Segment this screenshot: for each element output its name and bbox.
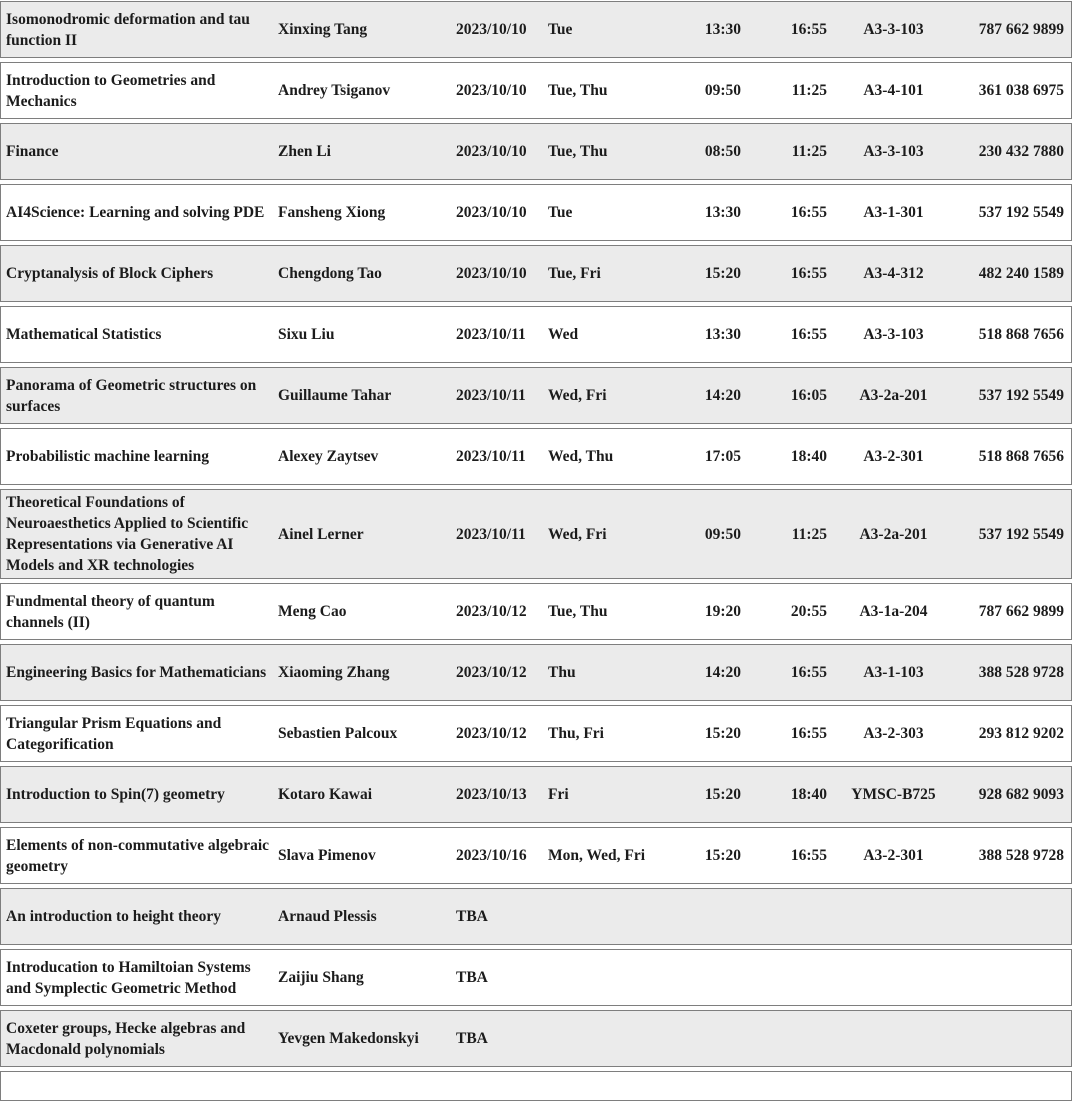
course-title-cell: Theoretical Foundations of Neuroaesthetics Applied to Scientific Representations via Generative AI Models and XR technologies <box>6 494 249 574</box>
start-date-cell: 2023/10/11 <box>456 326 526 343</box>
room-cell: A3-4-312 <box>863 265 924 282</box>
start-date-cell: TBA <box>456 908 488 925</box>
course-title-cell: Introducation to Hamiltoian Systems and Symplectic Geometric Method <box>6 958 251 997</box>
weekdays-cell: Wed, Fri <box>548 525 607 543</box>
meeting-id-cell: 293 812 9202 <box>978 725 1064 742</box>
start-time-cell: 14:20 <box>704 664 741 681</box>
room-cell: A3-2a-201 <box>859 525 928 543</box>
course-title-cell: Panorama of Geometric structures on surfaces <box>6 376 257 415</box>
start-date-cell: TBA <box>456 969 488 986</box>
room-cell <box>831 915 956 919</box>
start-time-cell: 15:20 <box>704 847 741 864</box>
meeting-id-cell: 388 528 9728 <box>978 664 1064 681</box>
room-cell: YMSC-B725 <box>851 786 936 803</box>
start-date-cell: 2023/10/10 <box>456 143 527 160</box>
course-title-cell: Coxeter groups, Hecke algebras and Macdonald polynomials <box>6 1019 246 1058</box>
instructor-cell: Xinxing Tang <box>278 21 368 38</box>
end-time-cell: 16:55 <box>790 204 827 221</box>
meeting-id-cell: 482 240 1589 <box>978 265 1064 282</box>
meeting-id-cell: 361 038 6975 <box>978 82 1064 99</box>
course-title-cell: Finance <box>6 143 59 160</box>
start-date-cell: 2023/10/10 <box>456 21 527 38</box>
start-time-cell <box>696 976 746 980</box>
table-row <box>0 306 1072 363</box>
meeting-id-cell: 388 528 9728 <box>978 847 1064 864</box>
room-cell: A3-1-301 <box>863 204 924 221</box>
meeting-id-cell: 787 662 9899 <box>978 603 1064 620</box>
start-time-cell: 15:20 <box>704 786 741 803</box>
instructor-cell: Sixu Liu <box>278 326 335 343</box>
room-cell: A3-3-103 <box>863 326 924 343</box>
start-date-cell: 2023/10/16 <box>456 847 527 864</box>
meeting-id-cell: 787 662 9899 <box>978 21 1064 38</box>
start-time-cell: 09:50 <box>704 525 741 543</box>
meeting-id-cell: 537 192 5549 <box>978 525 1064 543</box>
instructor-cell: Sebastien Palcoux <box>278 725 398 742</box>
table-row <box>0 1 1072 58</box>
start-time-cell: 15:20 <box>704 265 741 282</box>
instructor-cell: Alexey Zaytsev <box>278 448 379 465</box>
start-date-cell: 2023/10/10 <box>456 82 527 99</box>
instructor-cell: Arnaud Plessis <box>278 908 377 925</box>
course-title-cell: Isomonodromic deformation and tau function II <box>6 10 250 49</box>
table-row <box>0 949 1072 1006</box>
start-date-cell: 2023/10/13 <box>456 786 527 803</box>
weekdays-cell: Tue, Thu <box>548 82 608 99</box>
table-row <box>0 428 1072 485</box>
start-time-cell: 13:30 <box>704 21 741 38</box>
meeting-id-cell: 518 868 7656 <box>978 326 1064 343</box>
weekdays-cell: Wed <box>548 326 579 343</box>
course-title-cell: AI4Science: Learning and solving PDE <box>6 204 265 221</box>
start-date-cell: 2023/10/11 <box>456 448 526 465</box>
room-cell: A3-1a-204 <box>859 603 928 620</box>
course-title-cell: Elements of non-commutative algebraic geometry <box>6 836 270 875</box>
table-row <box>0 766 1072 823</box>
end-time-cell: 18:40 <box>790 448 827 465</box>
weekdays-cell <box>541 915 696 919</box>
end-time-cell: 11:25 <box>791 525 827 543</box>
room-cell: A3-2-303 <box>863 725 924 742</box>
meeting-id-cell <box>956 976 1072 980</box>
weekdays-cell: Thu, Fri <box>548 725 604 742</box>
course-title-cell: Introduction to Geometries and Mechanics <box>6 71 216 110</box>
weekdays-cell <box>541 976 696 980</box>
room-cell <box>831 1037 956 1041</box>
table-row <box>0 583 1072 640</box>
instructor-cell: Andrey Tsiganov <box>278 82 391 99</box>
room-cell: A3-2-301 <box>863 448 924 465</box>
weekdays-cell: Tue <box>548 21 573 38</box>
table-row <box>0 123 1072 180</box>
start-date-cell: 2023/10/11 <box>456 525 526 543</box>
weekdays-cell <box>541 1037 696 1041</box>
course-title-cell: Mathematical Statistics <box>6 326 162 343</box>
end-time-cell <box>746 976 831 980</box>
start-date-cell: 2023/10/11 <box>456 387 526 404</box>
course-title-cell: Engineering Basics for Mathematicians <box>6 664 267 681</box>
room-cell: A3-2a-201 <box>859 387 928 404</box>
end-time-cell <box>746 1037 831 1041</box>
weekdays-cell: Tue, Thu <box>548 143 608 160</box>
start-time-cell: 14:20 <box>704 387 741 404</box>
end-time-cell: 16:55 <box>790 664 827 681</box>
meeting-id-cell <box>956 1037 1072 1041</box>
end-time-cell: 16:55 <box>790 326 827 343</box>
instructor-cell: Yevgen Makedonskyi <box>278 1030 419 1047</box>
weekdays-cell: Mon, Wed, Fri <box>548 847 646 864</box>
table-row <box>0 705 1072 762</box>
meeting-id-cell: 537 192 5549 <box>978 204 1064 221</box>
start-date-cell: 2023/10/12 <box>456 725 527 742</box>
end-time-cell: 16:55 <box>790 265 827 282</box>
weekdays-cell: Wed, Thu <box>548 448 614 465</box>
start-time-cell: 13:30 <box>704 204 741 221</box>
start-time-cell: 15:20 <box>704 725 741 742</box>
table-row <box>0 62 1072 119</box>
weekdays-cell: Wed, Fri <box>548 387 607 404</box>
start-time-cell: 08:50 <box>704 143 741 160</box>
start-time-cell: 17:05 <box>704 448 741 465</box>
end-time-cell: 16:05 <box>790 387 827 404</box>
meeting-id-cell <box>956 915 1072 919</box>
meeting-id-cell: 230 432 7880 <box>978 143 1064 160</box>
room-cell <box>831 976 956 980</box>
start-date-cell: 2023/10/12 <box>456 603 527 620</box>
room-cell: A3-1-103 <box>863 664 924 681</box>
meeting-id-cell: 518 868 7656 <box>978 448 1064 465</box>
instructor-cell: Guillaume Tahar <box>278 387 392 404</box>
room-cell: A3-4-101 <box>863 82 924 99</box>
instructor-cell: Fansheng Xiong <box>278 204 386 221</box>
weekdays-cell: Tue, Fri <box>548 265 601 282</box>
table-row <box>0 489 1072 579</box>
table-row <box>0 827 1072 884</box>
meeting-id-cell: 537 192 5549 <box>978 387 1064 404</box>
start-time-cell <box>696 1037 746 1041</box>
room-cell: A3-2-301 <box>863 847 924 864</box>
table-row <box>0 184 1072 241</box>
course-title-cell: Fundmental theory of quantum channels (II) <box>6 592 215 631</box>
instructor-cell: Meng Cao <box>278 603 347 620</box>
table-row <box>0 1010 1072 1067</box>
course-title-cell: Cryptanalysis of Block Ciphers <box>6 265 214 282</box>
instructor-cell: Zhen Li <box>278 143 331 160</box>
start-date-cell: 2023/10/10 <box>456 265 527 282</box>
instructor-cell: Ainel Lerner <box>278 525 364 543</box>
course-title-cell: Introduction to Spin(7) geometry <box>6 786 225 803</box>
weekdays-cell: Fri <box>548 786 569 803</box>
weekdays-cell: Tue <box>548 204 573 221</box>
table-row <box>0 245 1072 302</box>
instructor-cell: Xiaoming Zhang <box>278 664 390 681</box>
course-title-cell: Triangular Prism Equations and Categorification <box>6 714 222 753</box>
weekdays-cell: Thu <box>548 664 576 681</box>
instructor-cell: Slava Pimenov <box>278 847 376 864</box>
room-cell: A3-3-103 <box>863 21 924 38</box>
weekdays-cell: Tue, Thu <box>548 603 608 620</box>
start-time-cell: 13:30 <box>704 326 741 343</box>
instructor-cell: Chengdong Tao <box>278 265 382 282</box>
meeting-id-cell: 928 682 9093 <box>978 786 1064 803</box>
end-time-cell: 11:25 <box>791 143 827 160</box>
course-title-cell: An introduction to height theory <box>6 908 222 925</box>
start-date-cell: TBA <box>456 1030 488 1047</box>
end-time-cell <box>746 915 831 919</box>
end-time-cell: 16:55 <box>790 21 827 38</box>
instructor-cell: Zaijiu Shang <box>278 969 364 986</box>
course-title-cell: Probabilistic machine learning <box>6 448 209 465</box>
start-time-cell: 19:20 <box>704 603 741 620</box>
start-date-cell: 2023/10/12 <box>456 664 527 681</box>
end-time-cell: 20:55 <box>790 603 827 620</box>
end-time-cell: 16:55 <box>790 847 827 864</box>
room-cell: A3-3-103 <box>863 143 924 160</box>
start-time-cell <box>696 915 746 919</box>
partial-table-row <box>0 1071 1072 1101</box>
table-row <box>0 644 1072 701</box>
end-time-cell: 11:25 <box>791 82 827 99</box>
table-row <box>0 888 1072 945</box>
table-row <box>0 367 1072 424</box>
instructor-cell: Kotaro Kawai <box>278 786 372 803</box>
start-time-cell: 09:50 <box>704 82 741 99</box>
end-time-cell: 18:40 <box>790 786 827 803</box>
start-date-cell: 2023/10/10 <box>456 204 527 221</box>
end-time-cell: 16:55 <box>790 725 827 742</box>
